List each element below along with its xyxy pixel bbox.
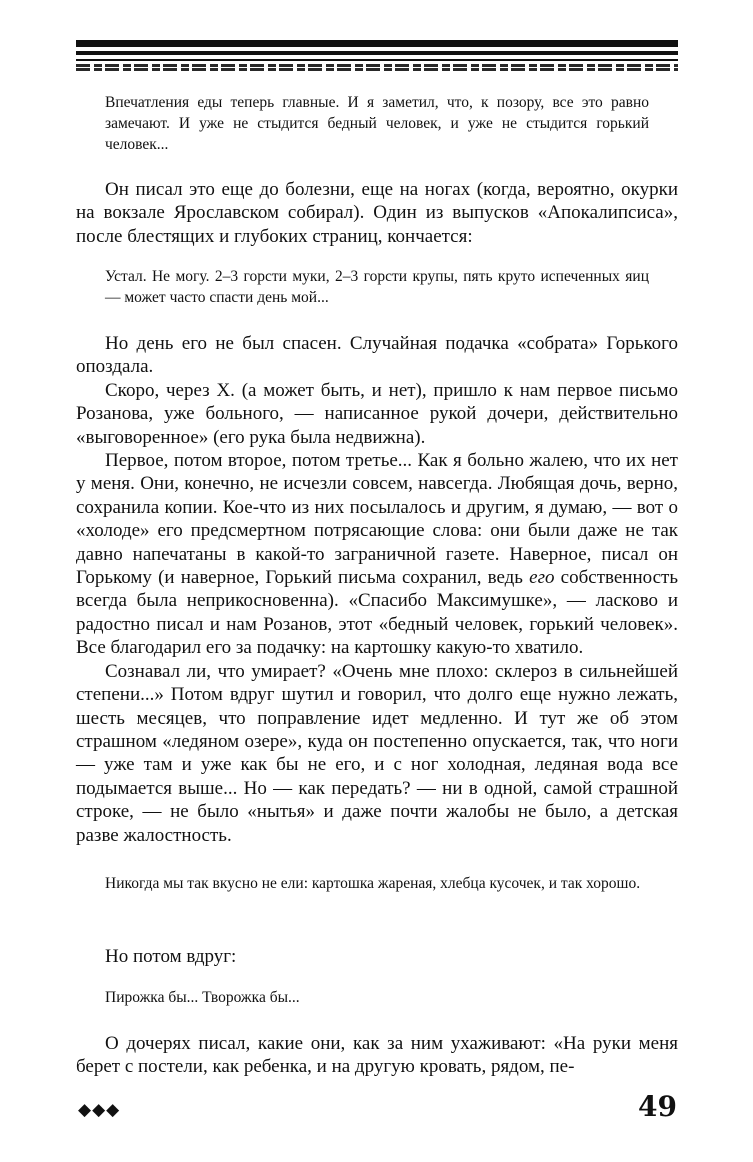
paragraph-block-1: [76, 178, 678, 248]
quote-text: Впечатления еды теперь главные. И я заметил, что, к позору, все это равно замечают. И уже не стыдится бедный человек, и уже не стыдится горький человек...: [105, 94, 649, 153]
quote-block-3: [76, 873, 678, 894]
quote-text: Устал. Не могу. 2–3 горсти муки, 2–3 горсти крупы, пять круто испеченных яиц — может часто спасти день мой...: [105, 268, 649, 306]
quote-block-2: [76, 266, 678, 308]
paragraph-block-4: [76, 1032, 678, 1079]
quote-block-4: [76, 987, 678, 1008]
body-paragraph: Он писал это еще до болезни, еще на ногах (когда, вероятно, окурки на вокзале Ярославском собирал). Один из выпусков «Апокалипсиса», после блестящих и глубоких страниц, кончается:: [76, 179, 678, 247]
paragraph-text-part: Первое, потом второе, потом третье... Как я больно жалею, что их нет у меня. Они, конечно, не исчезли совсем, навсегда. Любящая дочь, верно, сохранила копии. Кое-что из них посылалось и другим, я думаю, — вот о «холоде» его предсмертном потрясающие слова: они были даже не так давно напечатаны в какой-то заграничной газете. Наверное, писал он Горькому (и наверное, Горький письма сохранил, ведь: [76, 450, 678, 589]
header-rule-thick: [76, 40, 678, 47]
body-paragraph: О дочерях писал, какие они, как за ним ухаживают: «На руки меня берет с постели, как ребенка, и на другую кровать, рядом, пе-: [76, 1033, 678, 1078]
quote-text: Никогда мы так вкусно не ели: картошка жареная, хлебца кусочек, и так хорошо.: [105, 875, 641, 892]
footer-diamond-ornament: ◆◆◆: [78, 1100, 121, 1120]
header-rule-medium: [76, 51, 678, 55]
body-paragraph: Сознавал ли, что умирает? «Очень мне плохо: склероз в сильнейшей степени...» Потом вдруг шутил и говорил, что долго еще нужно лежать, шесть месяцев, что поправление идет медленно. И тут же об этом страшном «ледяном озере», куда он постепенно опускается, так, что ноги — уже там и уже как бы не его, и с ног холодная, ледяная вода все подымается выше... Но — как передать? — ни в одной, самой страшной строке, — не было «нытья» и даже почти жалобы не было, а детская разве жалостность.: [76, 660, 678, 846]
body-paragraph: Но потом вдруг:: [105, 946, 237, 967]
emphasis-word: его: [529, 567, 555, 589]
quote-text: Пирожка бы... Творожка бы...: [105, 989, 300, 1006]
quote-block-1: [76, 92, 678, 155]
body-paragraph: [76, 449, 678, 660]
paragraph-block-2: [76, 332, 678, 847]
body-paragraph: Но день его не был спасен. Случайная подачка «собрата» Горького опоздала.: [76, 333, 678, 378]
page-number: 49: [638, 1090, 677, 1123]
paragraph-block-3: [76, 945, 678, 968]
header-ornament: [76, 40, 678, 72]
header-rule-gap: [76, 67, 678, 68]
body-paragraph: Скоро, через X. (а может быть, и нет), пришло к нам первое письмо Розанова, уже больного, — написанное рукой дочери, действительно «выговоренное» (его рука была недвижна).: [76, 379, 678, 448]
paragraph-text-part: собственность всегда была неприкосновенна). «Спасибо Максимушке», — ласково и радостно писал и нам Розанов, этот «бедный человек, горький человек». Все благодарил его за подачку: на картошку какую-то хватило.: [76, 567, 678, 659]
header-rule-thin: [76, 59, 678, 61]
